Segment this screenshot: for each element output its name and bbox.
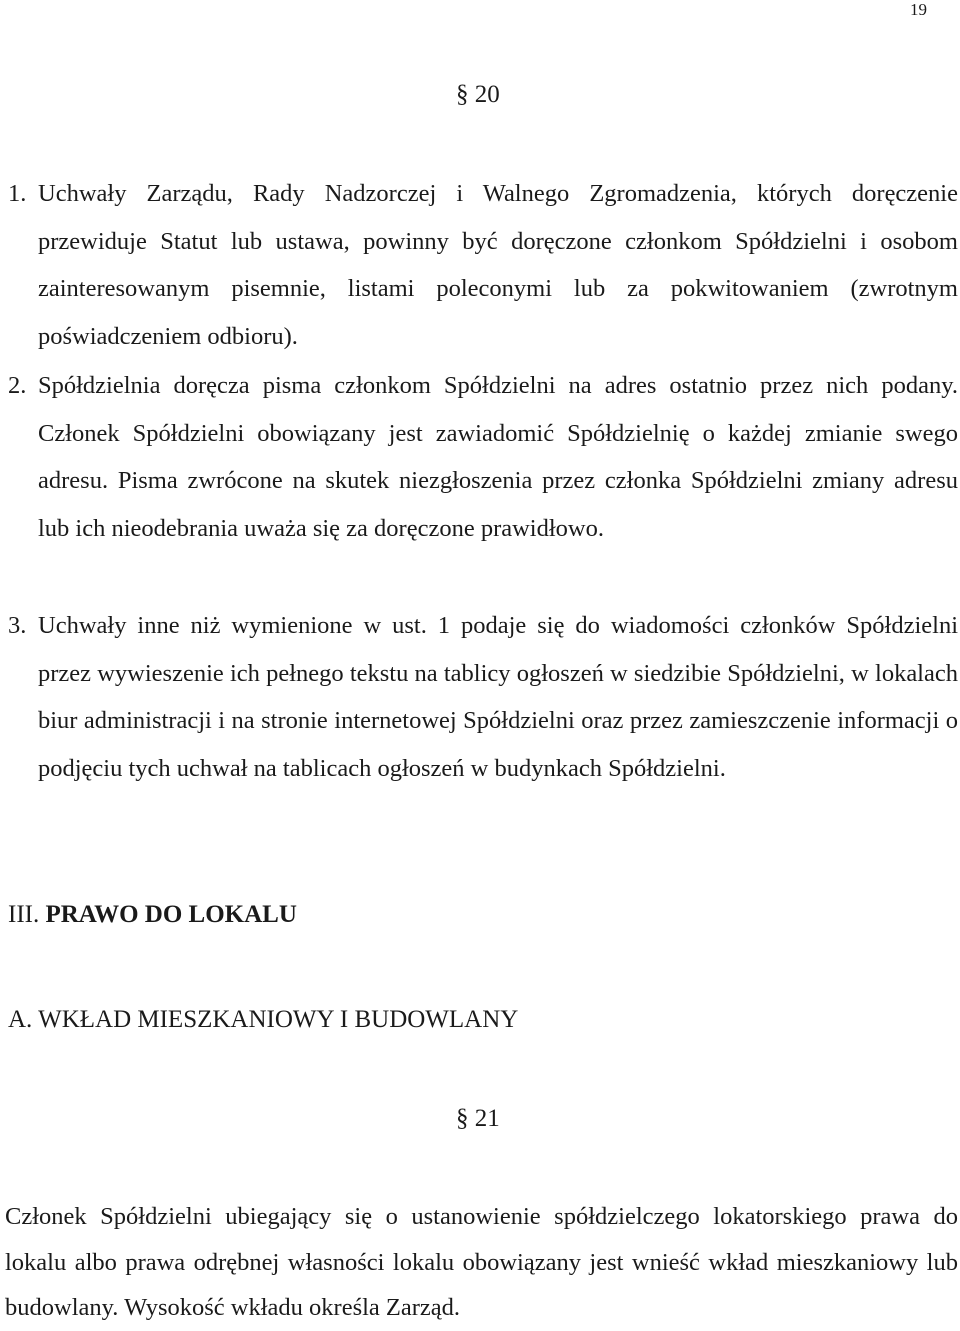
list-item — [8, 602, 958, 782]
list-item-number: 3. — [8, 612, 27, 639]
list-item — [8, 170, 958, 350]
part-heading-title: PRAWO DO LOKALU — [45, 901, 297, 928]
part-heading-numeral: III. — [8, 901, 40, 928]
page-number: 19 — [910, 0, 927, 19]
section-heading-20: § 20 — [456, 81, 500, 108]
list-item-text: Spółdzielnia doręcza pisma członkom Spółdzielni na adres ostatnio przez nich podany. Członek Spółdzielni obowiązany jest zawiadomić Spółdzielnię o każdej zmianie swego adresu. Pisma zwrócone na skutek niezgłoszenia przez członka Spółdzielni zmiany adresu lub ich nieodebrania uważa się za doręczone prawidłowo. — [38, 372, 958, 542]
part-heading — [8, 900, 297, 930]
list-item-text: Uchwały inne niż wymienione w ust. 1 podaje się do wiadomości członków Spółdzielni przez wywieszenie ich pełnego tekstu na tablicy ogłoszeń w siedzibie Spółdzielni, w lokalach biur administracji i na stronie internetowej Spółdzielni oraz przez zamieszczenie informacji o podjęciu tych uchwał na tablicach ogłoszeń w budynkach Spółdzielni. — [38, 612, 958, 782]
list-item-number: 1. — [8, 180, 27, 207]
section-heading-21: § 21 — [456, 1105, 500, 1132]
list-item-text: Uchwały Zarządu, Rady Nadzorczej i Walnego Zgromadzenia, których doręczenie przewiduje Statut lub ustawa, powinny być doręczone członkom Spółdzielni i osobom zainteresowanym pisemnie, listami poleconymi lub za pokwitowaniem (zwrotnym poświadczeniem odbioru). — [38, 180, 958, 350]
section-21-paragraph: Członek Spółdzielni ubiegający się o ustanowienie spółdzielczego lokatorskiego prawa do lokalu albo prawa odrębnej własności lokalu obowiązany jest wnieść wkład mieszkaniowy lub budowlany. Wysokość wkładu określa Zarząd. — [5, 1203, 958, 1321]
subsection-heading: A. WKŁAD MIESZKANIOWY I BUDOWLANY — [8, 1006, 519, 1033]
list-item — [8, 362, 958, 542]
list-item-number: 2. — [8, 372, 27, 399]
